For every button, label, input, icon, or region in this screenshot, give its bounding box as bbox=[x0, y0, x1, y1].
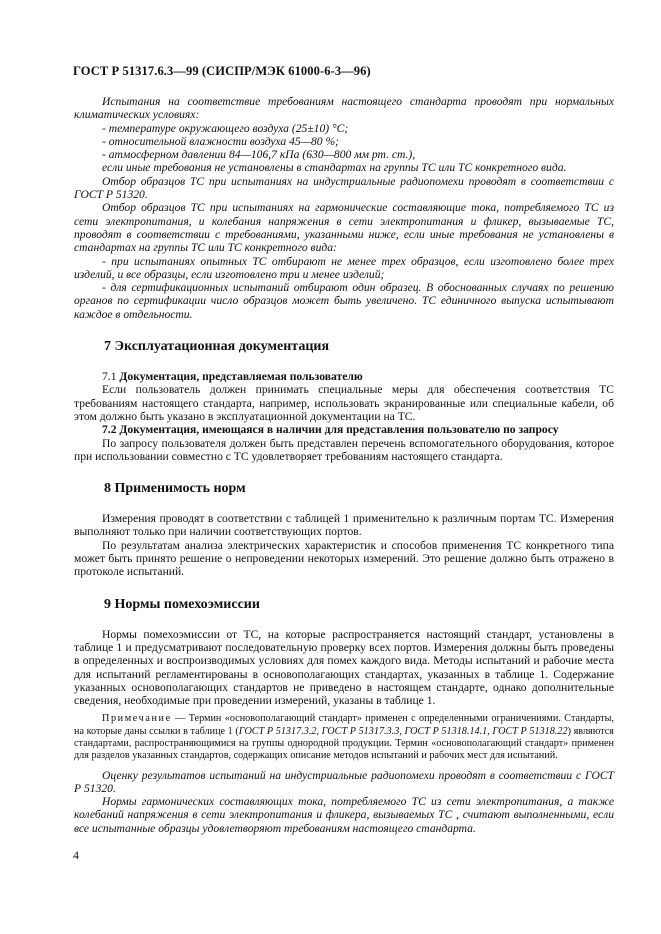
section-8-paragraph-1: Измерения проводят в соответствии с таблицей 1 применительно к различным портам ТС. Измерения выполняют только при наличии соответствующих портов. bbox=[74, 512, 614, 539]
section-8-heading: 8 Применимость норм bbox=[104, 481, 246, 497]
note-text-a: — Термин «основополагающий стандарт» применен с определенными ограничениями. Стандарты, на которые даны ссылки в таблице 1 ( bbox=[74, 713, 614, 737]
condition-temperature: - температуре окружающего воздуха (25±10) °С; bbox=[102, 121, 349, 135]
intro-paragraph-sampling-harmonics: Отбор образцов ТС при испытаниях на гармонические составляющие тока, потребляемого ТС из сети электропитания, и колебания напряжения в сети электропитания и фликер, вызываемые ТС, проводят в соответствии с требованиями, указанными ниже, если иные требования не установлены в стандартах на группы ТС или ТС конкретного вида: bbox=[74, 201, 614, 255]
subsection-7-2-text: По запросу пользователя должен быть представлен перечень вспомогательного оборудования, которое при использовании совместно с ТС удовлетворяет требованиям настоящего стандарта. bbox=[74, 436, 614, 463]
condition-humidity: - относительной влажности воздуха 45—80 %; bbox=[102, 134, 339, 148]
section-8-paragraph-2: По результатам анализа электрических характеристик и способов применения ТС конкретного типа может быть принято решение о непроведении некоторых измерений. Это решение должно быть отражено в протоколе испытаний. bbox=[74, 538, 614, 579]
section-9-paragraph-3: Нормы гармонических составляющих тока, потребляемого ТС из сети электропитания, а также колебаний напряжения в сети электропитания и фликера, вызываемых ТС , считают выполненными, если все испытанные образцы удовлетворяют требованиям настоящего стандарта. bbox=[74, 795, 614, 835]
section-9-heading: 9 Нормы помехоэмиссии bbox=[104, 596, 260, 612]
section-9-paragraph-2: Оценку результатов испытаний на индустриальные радиопомехи проводят в соответствии с ГОСТ Р 51320. bbox=[74, 768, 614, 795]
subsection-7-2-title: 7.2 Документация, имеющаяся в наличии для представления пользователю по запросу bbox=[102, 423, 559, 437]
note-references: ГОСТ Р 51317.3.2, ГОСТ Р 51317.3.3, ГОСТ Р 51318.14.1, ГОСТ Р 51318.22 bbox=[238, 725, 568, 737]
intro-paragraph-sampling-radio: Отбор образцов ТС при испытаниях на индустриальные радиопомехи проводят в соответствии с ГОСТ Р 51320. bbox=[74, 174, 614, 202]
intro-paragraph-prototype-tests: - при испытаниях опытных ТС отбирают не менее трех образцов, если изготовлено более трех изделий, и все образцы, если изготовлено три и менее изделий; bbox=[74, 254, 614, 281]
section-9-paragraph-1: Нормы помехоэмиссии от ТС, на которые распространяется настоящий стандарт, установлены в таблице 1 и предусматривают последовательную проверку всех портов. Измерения должны быть проведены в определенных и воспроизводимых условиях для помех каждого вида. Методы испытаний и рабочие места для испытаний регламентированы в основополагающих стандартах, указанных в таблице 1. Содержание указанных основополагающих стандартов не приведено в настоящем стандарте, однако дополнительные сведения, необходимые при проведении измерений, указаны в таблице 1. bbox=[74, 627, 614, 708]
subsection-7-1-title-text: Документация, представляемая пользователю bbox=[119, 370, 363, 384]
note-text-b: ) являются стандартами, распространяющимися на группы однородной продукции. Термин «основополагающий стандарт» применен для разделов указанных стандартов, содержащих описание методов испытаний и рабочих мест для испытаний. bbox=[74, 725, 614, 762]
condition-pressure: - атмосферном давлении 84—106,7 кПа (630—800 мм рт. ст.), bbox=[102, 148, 416, 162]
intro-paragraph-other-requirements: если иные требования не установлены в стандартах на группы ТС или ТС конкретного вида. bbox=[102, 161, 567, 175]
intro-paragraph-certification-tests: - для сертификационных испытаний отбирают один образец. В обоснованных случаях по решению органов по сертификации число образцов может быть увеличено. ТС единичного выпуска испытывают каждое в отдельности. bbox=[74, 281, 614, 321]
note-label: Примечание bbox=[102, 713, 172, 725]
section-7-heading: 7 Эксплуатационная документация bbox=[104, 339, 330, 355]
section-9-note bbox=[74, 713, 614, 762]
page-header: ГОСТ Р 51317.6.3—99 (СИСПР/МЭК 61000-6-3—96) bbox=[73, 64, 371, 78]
subsection-7-1-number: 7.1 bbox=[102, 370, 117, 384]
subsection-7-1-title bbox=[74, 370, 614, 383]
intro-paragraph-conditions: Испытания на соответствие требованиям настоящего стандарта проводят при нормальных климатических условиях: bbox=[74, 95, 614, 122]
subsection-7-1-text: Если пользователь должен принимать специальные меры для обеспечения соответствия ТС требованиям настоящего стандарта, например, использовать экранированные или специальные кабели, об этом должно быть указано в эксплуатационной документации на ТС. bbox=[74, 383, 614, 423]
page-number: 4 bbox=[73, 848, 79, 862]
page-content bbox=[74, 95, 614, 835]
